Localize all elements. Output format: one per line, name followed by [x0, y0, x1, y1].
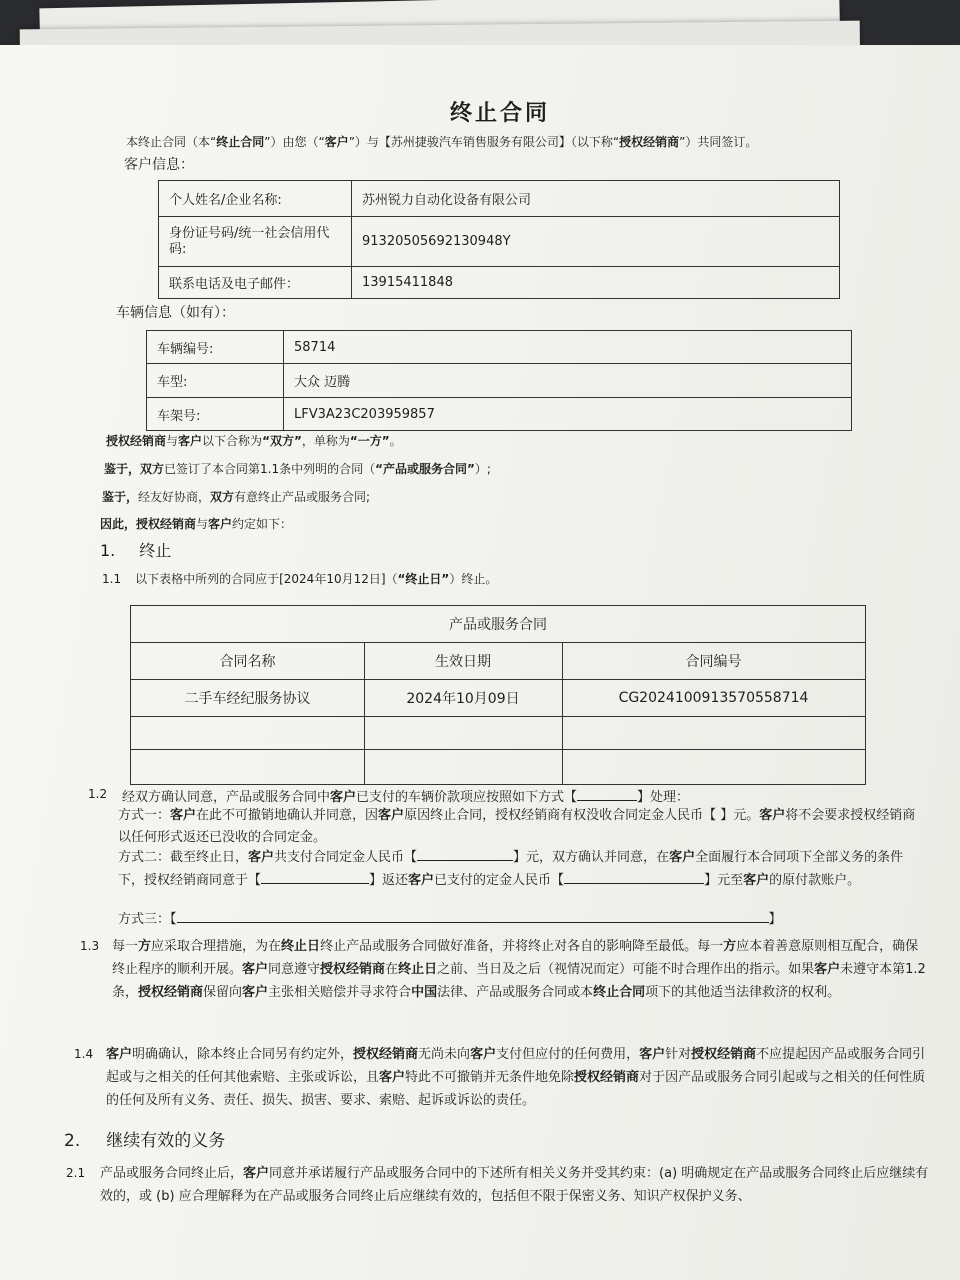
clause-1-3: 每一方应采取合理措施，为在终止日终止产品或服务合同做好准备，并将终止对各自的影响降至最低。每一方应本着善意原则相互配合，确保终止程序的顺利开展。客户同意遵守授权经销商在终止日之前、当日及之后（视情况而定）可能不时合理作出的指示。如果客户未遵守本第1.2条，授权经销商保留向客户主张相关赔偿并寻求符合中国法律、产品或服务合同或本终止合同项下的其他适当法律救济的权利。 [112, 939, 926, 1000]
parties-definition: 授权经销商与客户以下合称为“双方”，单称为“一方”。 [106, 434, 402, 448]
table-cell: 联系电话及电子邮件： [159, 267, 352, 299]
vehicle-info-table [146, 330, 852, 431]
blank-field [417, 846, 513, 861]
therefore-line: 因此，授权经销商与客户约定如下： [100, 517, 293, 531]
page-title: 终止合同 [449, 101, 550, 126]
table-cell: LFV3A23C203959857 [284, 398, 852, 431]
table-cell: 13915411848 [352, 267, 840, 299]
option-3: 方式三：【 】 [118, 908, 782, 927]
blank-field [577, 786, 637, 801]
table-cell: 车架号: [147, 398, 284, 431]
intro-line: 本终止合同（本“终止合同”）由您（“客户”）与【苏州捷骏汽车销售服务有限公司】（以下称“授权经销商”）共同签订。 [126, 135, 758, 149]
section-1-heading: 1. 终止 [100, 541, 172, 560]
clause-1-3-num: 1.3 [80, 939, 100, 953]
table-row [159, 181, 840, 217]
table-row [147, 364, 852, 398]
table-header: 合同编号 [685, 654, 742, 670]
table-row [159, 217, 840, 267]
table-cell: 58714 [284, 331, 852, 364]
table-row [147, 398, 852, 431]
table-caption: 产品或服务合同 [449, 617, 547, 633]
table-cell: 2024年10月09日 [406, 691, 520, 707]
option-2: 方式二：截至终止日，客户共支付合同定金人民币【 】元，双方确认并同意，在客户全面履行本合同项下全部义务的条件下，授权经销商同意于【 】返还客户已支付的定金人民币【 】元至客户的原付款账户。 [118, 846, 918, 892]
option-1: 方式一：客户在此不可撤销地确认并同意，因客户原因终止合同，授权经销商有权没收合同定金人民币【 】元。客户将不会要求授权经销商以任何形式返还已没收的合同定金。 [118, 808, 916, 845]
table-row [159, 267, 840, 299]
table-cell: 二手车经纪服务协议 [184, 691, 311, 707]
blank-field [177, 908, 769, 923]
table-cell: 个人姓名/企业名称: [159, 181, 352, 217]
clause-1-4: 客户明确确认，除本终止合同另有约定外，授权经销商无尚未向客户支付但应付的任何费用，客户针对授权经销商不应提起因产品或服务合同引起或与之相关的任何其他索赔、主张或诉讼，且客户特此不可撤销并无条件地免除授权经销商对于因产品或服务合同引起或与之相关的任何性质的任何及所有义务、责任、损失、损害、要求、索赔、起诉或诉讼的责任。 [106, 1047, 926, 1108]
table-cell: 苏州锐力自动化设备有限公司 [352, 181, 840, 217]
contract-table [130, 605, 866, 785]
table-cell: 车辆编号: [147, 331, 284, 364]
whereas-2: 鉴于，经友好协商，双方有意终止产品或服务合同; [102, 490, 371, 504]
table-row [147, 331, 852, 364]
clause-2-1: 产品或服务合同终止后，客户同意并承诺履行产品或服务合同中的下述所有相关义务并受其约束：(a) 明确规定在产品或服务合同终止后应继续有效的，或 (b) 应合理解释为在产品或服务合同终止后应继续有效的，包括但不限于保密义务、知识产权保护义务、 [100, 1166, 929, 1204]
clause-1-4-num: 1.4 [74, 1047, 94, 1061]
whereas-1: 鉴于，双方已签订了本合同第1.1条中列明的合同（“产品或服务合同”）; [104, 462, 491, 476]
table-cell: 身份证号码/统一社会信用代码: [159, 217, 352, 267]
blank-field [261, 869, 369, 884]
vehicle-section-label: 车辆信息（如有）： [116, 305, 235, 321]
customer-info-table [158, 180, 840, 299]
table-cell: 91320505692130948Y [352, 217, 840, 267]
clause-1-1: 1.1 以下表格中所列的合同应于[2024年10月12日]（“终止日”）终止。 [102, 572, 498, 586]
blank-field [564, 869, 704, 884]
customer-section-label: 客户信息： [124, 157, 194, 173]
table-cell: 车型: [147, 364, 284, 398]
table-cell: CG2024100913570558714 [618, 690, 809, 706]
table-cell: 大众 迈腾 [284, 364, 852, 398]
clause-1-2-num: 1.2 [88, 787, 108, 801]
clause-2-1-num: 2.1 [66, 1166, 86, 1180]
section-2-heading: 2. 继续有效的义务 [64, 1131, 226, 1151]
clause-1-2-line: 经双方确认同意，产品或服务合同中客户已支付的车辆价款项应按照如下方式【 】处理： [122, 786, 689, 805]
table-header: 合同名称 [219, 654, 276, 670]
table-header: 生效日期 [435, 654, 491, 670]
